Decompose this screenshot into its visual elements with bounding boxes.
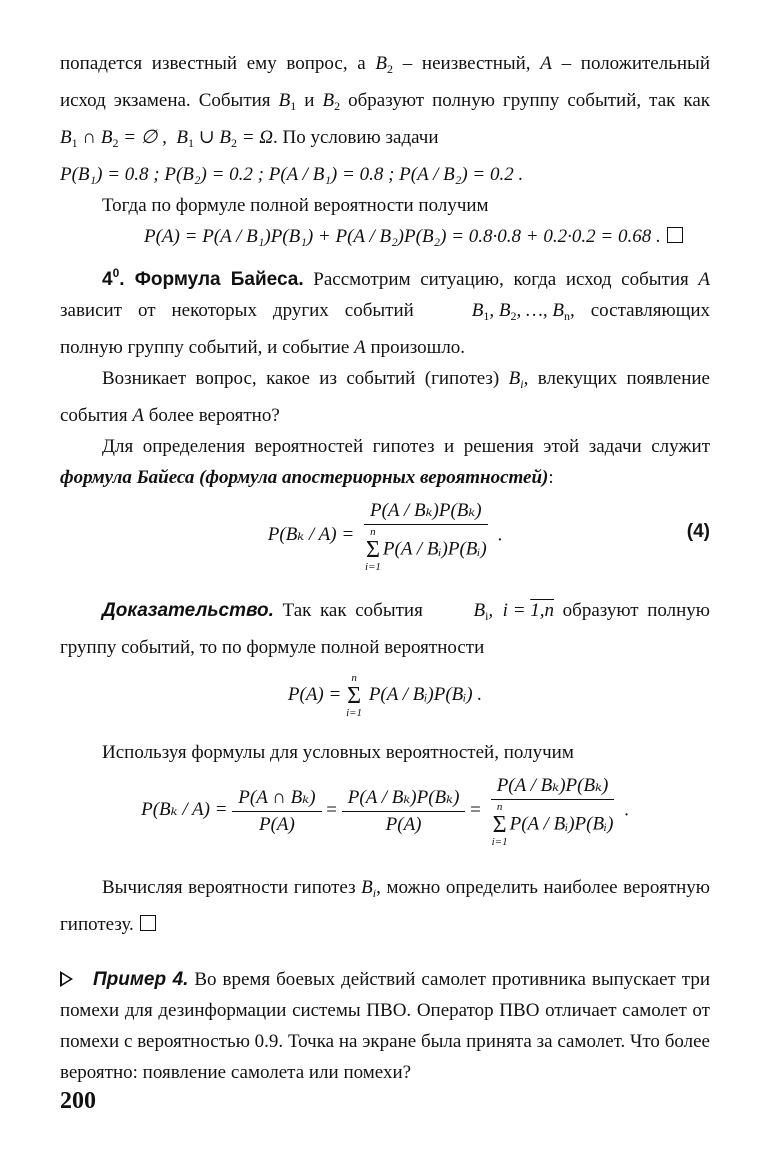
paragraph-intro: попадется известный ему вопрос, а $B_2$ – неизвестный, A – положительный исход экзамена. События $B_1$ и $B_2$ образуют полную группу событий, так как $B_1$ ∩ $B_2$ = ∅ , $B_1$ ∪ $B_2 = \Omega$. По условию задачи: [60, 53, 711, 150]
paragraph-proof: Доказательство. Так как события $B_i$, i = 1,n образуют полную группу событий, то по формуле полной вероятности: [60, 600, 711, 658]
equation-total-sum: P(A) = n Σ i=1 P(A / Bᵢ)P(Bᵢ) .: [287, 672, 483, 719]
paragraph-bayes-definition: Для определения вероятностей гипотез и решения этой задачи служит формула Байеса (формула апостериорных вероятностей):: [60, 436, 710, 488]
example-label: Пример 4.: [93, 969, 189, 990]
equation-number: (4): [686, 521, 710, 542]
page-content: [60, 48, 710, 1088]
equation-bayes-derivation: P(Bₖ / A) = $\frac{\text{P(A ∩ Bₖ)}}{P(A)}$ = $\frac{\text{P(A / Bₖ)P(Bₖ)}}{P(A)}$ = P(A / Bₖ)P(Bₖ) n Σ i=1 P(A / Bᵢ)P(Bᵢ) .: [141, 775, 629, 848]
bayes-term: формула Байеса (формула апостериорных вероятностей): [60, 467, 549, 488]
equation-4: P(Bₖ / A) = P(A / Bₖ)P(Bₖ) n Σ i=1 P(A / Bᵢ)P(Bᵢ) . (4): [267, 500, 710, 573]
section-title: $4^0$. Формула Байеса.: [102, 266, 304, 290]
example-4: Пример 4. Во время боевых действий самолет противника выпускает три помехи для дезинформации системы ПВО. Оператор ПВО отличает самолет от помехи с вероятностью 0.9. Точка на экране была принята за самолет. Что более вероятно: появление самолета или помехи?: [60, 969, 710, 1083]
paragraph-conditional: Используя формулы для условных вероятностей, получим: [102, 742, 574, 763]
total-probability-result: P(A) = P(A / B₁)P(B₁) + P(A / B₂)P(B₂) = 0.8·0.8 + 0.2·0.2 = 0.68 .: [60, 221, 710, 252]
end-of-proof-icon: [140, 915, 156, 931]
end-of-solution-icon: [667, 227, 683, 243]
example-triangle-icon: [60, 971, 73, 987]
page-number: 200: [60, 1088, 96, 1114]
paragraph-total-intro: Тогда по формуле полной вероятности получим: [102, 195, 489, 216]
proof-label: Доказательство.: [102, 600, 274, 621]
paragraph-question: Возникает вопрос, какое из событий (гипотез) $B_i$, влекущих появление события A более вероятно?: [60, 368, 710, 426]
section-bayes: $4^0$. Формула Байеса. Рассмотрим ситуацию, когда исход события A зависит от некоторых других событий $B_1$, $B_2$, …, $B_n$, составляющих полную группу событий, и событие A произошло.: [60, 266, 710, 358]
paragraph-conclusion: Вычисляя вероятности гипотез $B_i$, можно определить наиболее вероятную гипотезу.: [60, 877, 710, 935]
probabilities-line: P(B₁) = 0.8 ; P(B₂) = 0.2 ; P(A / B₁) = 0.8 ; P(A / B₂) = 0.2 .: [60, 164, 524, 185]
